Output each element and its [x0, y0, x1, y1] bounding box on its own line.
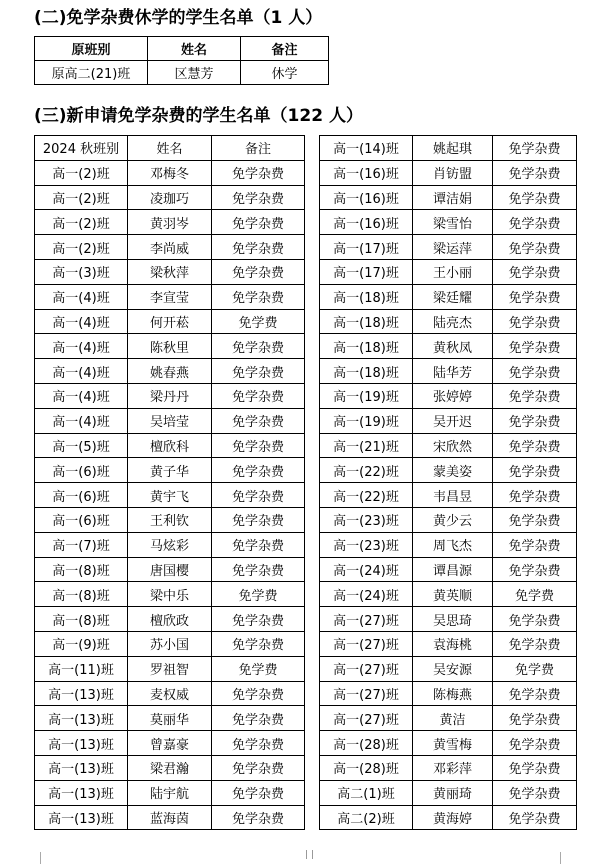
- cell-class: 高一(13)班: [35, 805, 128, 830]
- cell-remark: 免学杂费: [212, 507, 305, 532]
- table-row: [320, 656, 577, 681]
- cell-remark: 免学费: [212, 656, 305, 681]
- cell-class: 高一(13)班: [35, 681, 128, 706]
- table-row: [35, 656, 305, 681]
- cell-name: 肖钫盟: [413, 160, 493, 185]
- cell-class: 高一(2)班: [35, 160, 128, 185]
- cell-class: 高一(27)班: [320, 631, 413, 656]
- cell-name: 吴培莹: [128, 408, 212, 433]
- cell-class: 高一(2)班: [35, 235, 128, 260]
- cell-name: 王利钦: [128, 507, 212, 532]
- table-row: [35, 681, 305, 706]
- cell-class: 高一(18)班: [320, 359, 413, 384]
- cell-class: 高一(4)班: [35, 334, 128, 359]
- cell-name: 韦昌昱: [413, 483, 493, 508]
- cell-remark: 免学费: [212, 309, 305, 334]
- cell-name: 姚春燕: [128, 359, 212, 384]
- table-row: [35, 532, 305, 557]
- table-row: [35, 309, 305, 334]
- cell-remark: 免学杂费: [212, 780, 305, 805]
- cell-remark: 免学费: [212, 582, 305, 607]
- cell-name: 吴思琦: [413, 607, 493, 632]
- cell-class: 高一(6)班: [35, 458, 128, 483]
- table-row: [320, 532, 577, 557]
- cell-remark: 免学费: [493, 582, 577, 607]
- cell-remark: 免学杂费: [212, 805, 305, 830]
- cell-remark: 免学杂费: [493, 681, 577, 706]
- table-row: [35, 557, 305, 582]
- cell-remark: 免学杂费: [212, 185, 305, 210]
- cell-class: 高一(4)班: [35, 309, 128, 334]
- cell-remark: 免学杂费: [493, 755, 577, 780]
- cell-remark: 免学杂费: [212, 631, 305, 656]
- cell-name: 黄羽岑: [128, 210, 212, 235]
- cell-class: 高一(18)班: [320, 309, 413, 334]
- table-row: [35, 731, 305, 756]
- table-row: [35, 408, 305, 433]
- table-row: [320, 383, 577, 408]
- cell-remark: 免学杂费: [212, 259, 305, 284]
- cell-name: 谭昌源: [413, 557, 493, 582]
- cell-name: 陆华芳: [413, 359, 493, 384]
- cell-name: 蒙美姿: [413, 458, 493, 483]
- cell-class: 高一(5)班: [35, 433, 128, 458]
- cell-name: 檀欣科: [128, 433, 212, 458]
- table-row: [35, 607, 305, 632]
- cell-name: 黄英顺: [413, 582, 493, 607]
- table-row: [35, 235, 305, 260]
- cell-class: 高一(13)班: [35, 731, 128, 756]
- cell-class: 高一(27)班: [320, 706, 413, 731]
- cell-class: 高一(28)班: [320, 731, 413, 756]
- cell-class: 高一(13)班: [35, 755, 128, 780]
- cell-name: 黄子华: [128, 458, 212, 483]
- cell-name: 王小丽: [413, 259, 493, 284]
- cell-name: 邓彩萍: [413, 755, 493, 780]
- table-row: [320, 259, 577, 284]
- cell-name: 唐国樱: [128, 557, 212, 582]
- cell-name: 李宣莹: [128, 284, 212, 309]
- cell-remark: 免学杂费: [493, 532, 577, 557]
- cell-class: 高一(4)班: [35, 408, 128, 433]
- table-row: [35, 284, 305, 309]
- table-row: [35, 185, 305, 210]
- table-row: [320, 235, 577, 260]
- table-row: [35, 780, 305, 805]
- cell-remark: 免学杂费: [493, 334, 577, 359]
- cell-class: 高一(8)班: [35, 557, 128, 582]
- table-row: [35, 582, 305, 607]
- cell-class: 高一(6)班: [35, 507, 128, 532]
- cell-class: 高一(7)班: [35, 532, 128, 557]
- cell-class: 高一(9)班: [35, 631, 128, 656]
- cell-remark: 免学杂费: [493, 136, 577, 161]
- cell-remark: 免学杂费: [493, 235, 577, 260]
- table-row: [35, 383, 305, 408]
- cell-remark: 免学杂费: [212, 557, 305, 582]
- cell-name: 黄宇飞: [128, 483, 212, 508]
- table-row: [35, 755, 305, 780]
- table-row: [320, 805, 577, 830]
- table-row: [320, 136, 577, 161]
- cell-class: 高一(22)班: [320, 458, 413, 483]
- cell-name: 黄秋凤: [413, 334, 493, 359]
- cell-name: 吴安源: [413, 656, 493, 681]
- cell-class: 高一(19)班: [320, 383, 413, 408]
- table-row: [320, 507, 577, 532]
- cell-remark: 免学杂费: [493, 706, 577, 731]
- cell-name: 黄少云: [413, 507, 493, 532]
- cell-name: 檀欣政: [128, 607, 212, 632]
- cell-name: 梁秋萍: [128, 259, 212, 284]
- cell-class: 高一(24)班: [320, 557, 413, 582]
- table-row: [320, 334, 577, 359]
- cell-class: 高一(13)班: [35, 706, 128, 731]
- table-row: [35, 507, 305, 532]
- table-row: [320, 359, 577, 384]
- table-row: [35, 160, 305, 185]
- cell-remark: 免学杂费: [212, 433, 305, 458]
- cell-name: 宋欣然: [413, 433, 493, 458]
- cell-name: 苏小国: [128, 631, 212, 656]
- cell-class: 高一(6)班: [35, 483, 128, 508]
- table-row: [320, 631, 577, 656]
- cell-name: 张婷婷: [413, 383, 493, 408]
- cell-remark: 免学杂费: [493, 210, 577, 235]
- cell-name: 梁雪怡: [413, 210, 493, 235]
- table-row: [35, 483, 305, 508]
- cell-remark: 免学杂费: [212, 607, 305, 632]
- table-row: [320, 309, 577, 334]
- column-header-remark: 备注: [241, 37, 329, 61]
- cell-remark: 免学杂费: [493, 631, 577, 656]
- table-row: [320, 458, 577, 483]
- cell-class: 高一(27)班: [320, 681, 413, 706]
- column-header-class: 2024 秋班别: [35, 136, 128, 161]
- cell-remark: 免学杂费: [493, 731, 577, 756]
- cell-class: 高二(2)班: [320, 805, 413, 830]
- table-row: [35, 631, 305, 656]
- table-row: [35, 210, 305, 235]
- cell-remark: 免学杂费: [493, 607, 577, 632]
- cell-remark: 免学杂费: [212, 458, 305, 483]
- table-row: [35, 706, 305, 731]
- cell-class: 高一(17)班: [320, 259, 413, 284]
- cell-remark: 免学杂费: [493, 309, 577, 334]
- page-corner-mark-right: [560, 852, 561, 864]
- column-header-name: 姓名: [128, 136, 212, 161]
- cell-name: 黄洁: [413, 706, 493, 731]
- table-row: [320, 755, 577, 780]
- cell-name: 邓梅冬: [128, 160, 212, 185]
- cell-class: 高一(16)班: [320, 160, 413, 185]
- cell-remark: 免学杂费: [493, 780, 577, 805]
- cell-remark: 免学杂费: [212, 731, 305, 756]
- cell-remark: 免学杂费: [493, 805, 577, 830]
- cell-name: 罗祖智: [128, 656, 212, 681]
- cell-class: 高一(14)班: [320, 136, 413, 161]
- table-row: [320, 557, 577, 582]
- cell-remark: 免学杂费: [212, 532, 305, 557]
- table-row: [35, 458, 305, 483]
- cell-class: 高一(16)班: [320, 210, 413, 235]
- table-row: [320, 185, 577, 210]
- cell-name: 梁中乐: [128, 582, 212, 607]
- cell-remark: 免学杂费: [212, 359, 305, 384]
- cell-name: 凌珈巧: [128, 185, 212, 210]
- cell-class: 高一(4)班: [35, 359, 128, 384]
- cell-class: 高一(27)班: [320, 656, 413, 681]
- cell-class: 高一(16)班: [320, 185, 413, 210]
- table-row: [35, 61, 329, 85]
- cell-class: 高一(11)班: [35, 656, 128, 681]
- cell-class: 高一(13)班: [35, 780, 128, 805]
- cell-class: 高一(4)班: [35, 284, 128, 309]
- table-row: [320, 607, 577, 632]
- cell-remark: 免学杂费: [212, 483, 305, 508]
- cell-name: 吴开迟: [413, 408, 493, 433]
- cell-remark: 免学杂费: [493, 160, 577, 185]
- table-row: [320, 433, 577, 458]
- cell-name: 陈秋里: [128, 334, 212, 359]
- column-header-class: 原班别: [35, 37, 148, 61]
- cell-remark: 免学杂费: [493, 383, 577, 408]
- cell-remark: 免学杂费: [493, 458, 577, 483]
- cell-remark: 休学: [241, 61, 329, 85]
- new-applicants-table-right: [319, 135, 577, 830]
- table-row: [35, 259, 305, 284]
- table-row: [320, 483, 577, 508]
- cell-name: 袁海桃: [413, 631, 493, 656]
- cell-name: 谭洁娟: [413, 185, 493, 210]
- table-row: [320, 284, 577, 309]
- cell-class: 高一(4)班: [35, 383, 128, 408]
- cell-class: 高一(23)班: [320, 507, 413, 532]
- cell-name: 曾嘉豪: [128, 731, 212, 756]
- cell-class: 原高二(21)班: [35, 61, 148, 85]
- cell-name: 梁廷耀: [413, 284, 493, 309]
- cell-remark: 免学杂费: [493, 557, 577, 582]
- cell-name: 姚起琪: [413, 136, 493, 161]
- cell-name: 何开菘: [128, 309, 212, 334]
- cell-class: 高一(2)班: [35, 185, 128, 210]
- cell-class: 高一(27)班: [320, 607, 413, 632]
- cell-class: 高一(28)班: [320, 755, 413, 780]
- cell-remark: 免学杂费: [212, 334, 305, 359]
- cell-class: 高一(24)班: [320, 582, 413, 607]
- cell-remark: 免学杂费: [493, 185, 577, 210]
- cell-remark: 免学杂费: [493, 259, 577, 284]
- cell-name: 莫丽华: [128, 706, 212, 731]
- table-row: [320, 582, 577, 607]
- cell-name: 马炫彩: [128, 532, 212, 557]
- cell-remark: 免学杂费: [493, 433, 577, 458]
- cell-remark: 免学杂费: [212, 284, 305, 309]
- table-row: [320, 731, 577, 756]
- section2-title: (二)免学杂费休学的学生名单（1 人）: [34, 8, 323, 28]
- cell-class: 高一(18)班: [320, 284, 413, 309]
- suspended-students-table: [34, 36, 329, 85]
- column-header-remark: 备注: [212, 136, 305, 161]
- cell-class: 高一(18)班: [320, 334, 413, 359]
- table-row: [35, 359, 305, 384]
- cell-name: 蓝海茵: [128, 805, 212, 830]
- cell-class: 高一(8)班: [35, 607, 128, 632]
- table-row: [35, 334, 305, 359]
- table-row: [35, 805, 305, 830]
- table-row: [320, 408, 577, 433]
- table-row: [320, 706, 577, 731]
- cell-remark: 免学杂费: [212, 681, 305, 706]
- cell-remark: 免学杂费: [493, 284, 577, 309]
- cell-name: 黄海婷: [413, 805, 493, 830]
- section3-title: (三)新申请免学杂费的学生名单（122 人）: [34, 106, 363, 126]
- cell-remark: 免学杂费: [493, 507, 577, 532]
- cell-remark: 免学杂费: [493, 483, 577, 508]
- cell-class: 高一(22)班: [320, 483, 413, 508]
- cell-remark: 免学杂费: [212, 383, 305, 408]
- page-corner-mark-left: [40, 852, 41, 864]
- cell-remark: 免学杂费: [212, 706, 305, 731]
- cell-name: 麦权威: [128, 681, 212, 706]
- cell-class: 高一(3)班: [35, 259, 128, 284]
- new-applicants-table-left: [34, 135, 305, 830]
- cell-remark: 免学杂费: [212, 210, 305, 235]
- cell-name: 黄丽琦: [413, 780, 493, 805]
- cell-class: 高一(17)班: [320, 235, 413, 260]
- cell-class: 高一(21)班: [320, 433, 413, 458]
- cell-name: 区慧芳: [148, 61, 241, 85]
- cell-class: 高一(2)班: [35, 210, 128, 235]
- page-footer-marker: [306, 850, 313, 859]
- cell-remark: 免学杂费: [212, 235, 305, 260]
- cell-class: 高二(1)班: [320, 780, 413, 805]
- cell-remark: 免学杂费: [212, 755, 305, 780]
- cell-name: 陆宇航: [128, 780, 212, 805]
- cell-class: 高一(19)班: [320, 408, 413, 433]
- cell-name: 梁运萍: [413, 235, 493, 260]
- table-row: [320, 210, 577, 235]
- cell-remark: 免学杂费: [212, 160, 305, 185]
- column-header-name: 姓名: [148, 37, 241, 61]
- cell-name: 黄雪梅: [413, 731, 493, 756]
- cell-class: 高一(8)班: [35, 582, 128, 607]
- cell-name: 梁丹丹: [128, 383, 212, 408]
- table-row: [320, 160, 577, 185]
- cell-remark: 免学杂费: [493, 408, 577, 433]
- cell-remark: 免学杂费: [212, 408, 305, 433]
- cell-name: 李尚威: [128, 235, 212, 260]
- cell-remark: 免学杂费: [493, 359, 577, 384]
- table-row: [320, 681, 577, 706]
- cell-name: 陈梅燕: [413, 681, 493, 706]
- cell-name: 周飞杰: [413, 532, 493, 557]
- table-row: [320, 780, 577, 805]
- cell-name: 陆亮杰: [413, 309, 493, 334]
- table-header-row: [35, 37, 329, 61]
- cell-remark: 免学费: [493, 656, 577, 681]
- cell-name: 梁君瀚: [128, 755, 212, 780]
- table-header-row: [35, 136, 305, 161]
- table-row: [35, 433, 305, 458]
- cell-class: 高一(23)班: [320, 532, 413, 557]
